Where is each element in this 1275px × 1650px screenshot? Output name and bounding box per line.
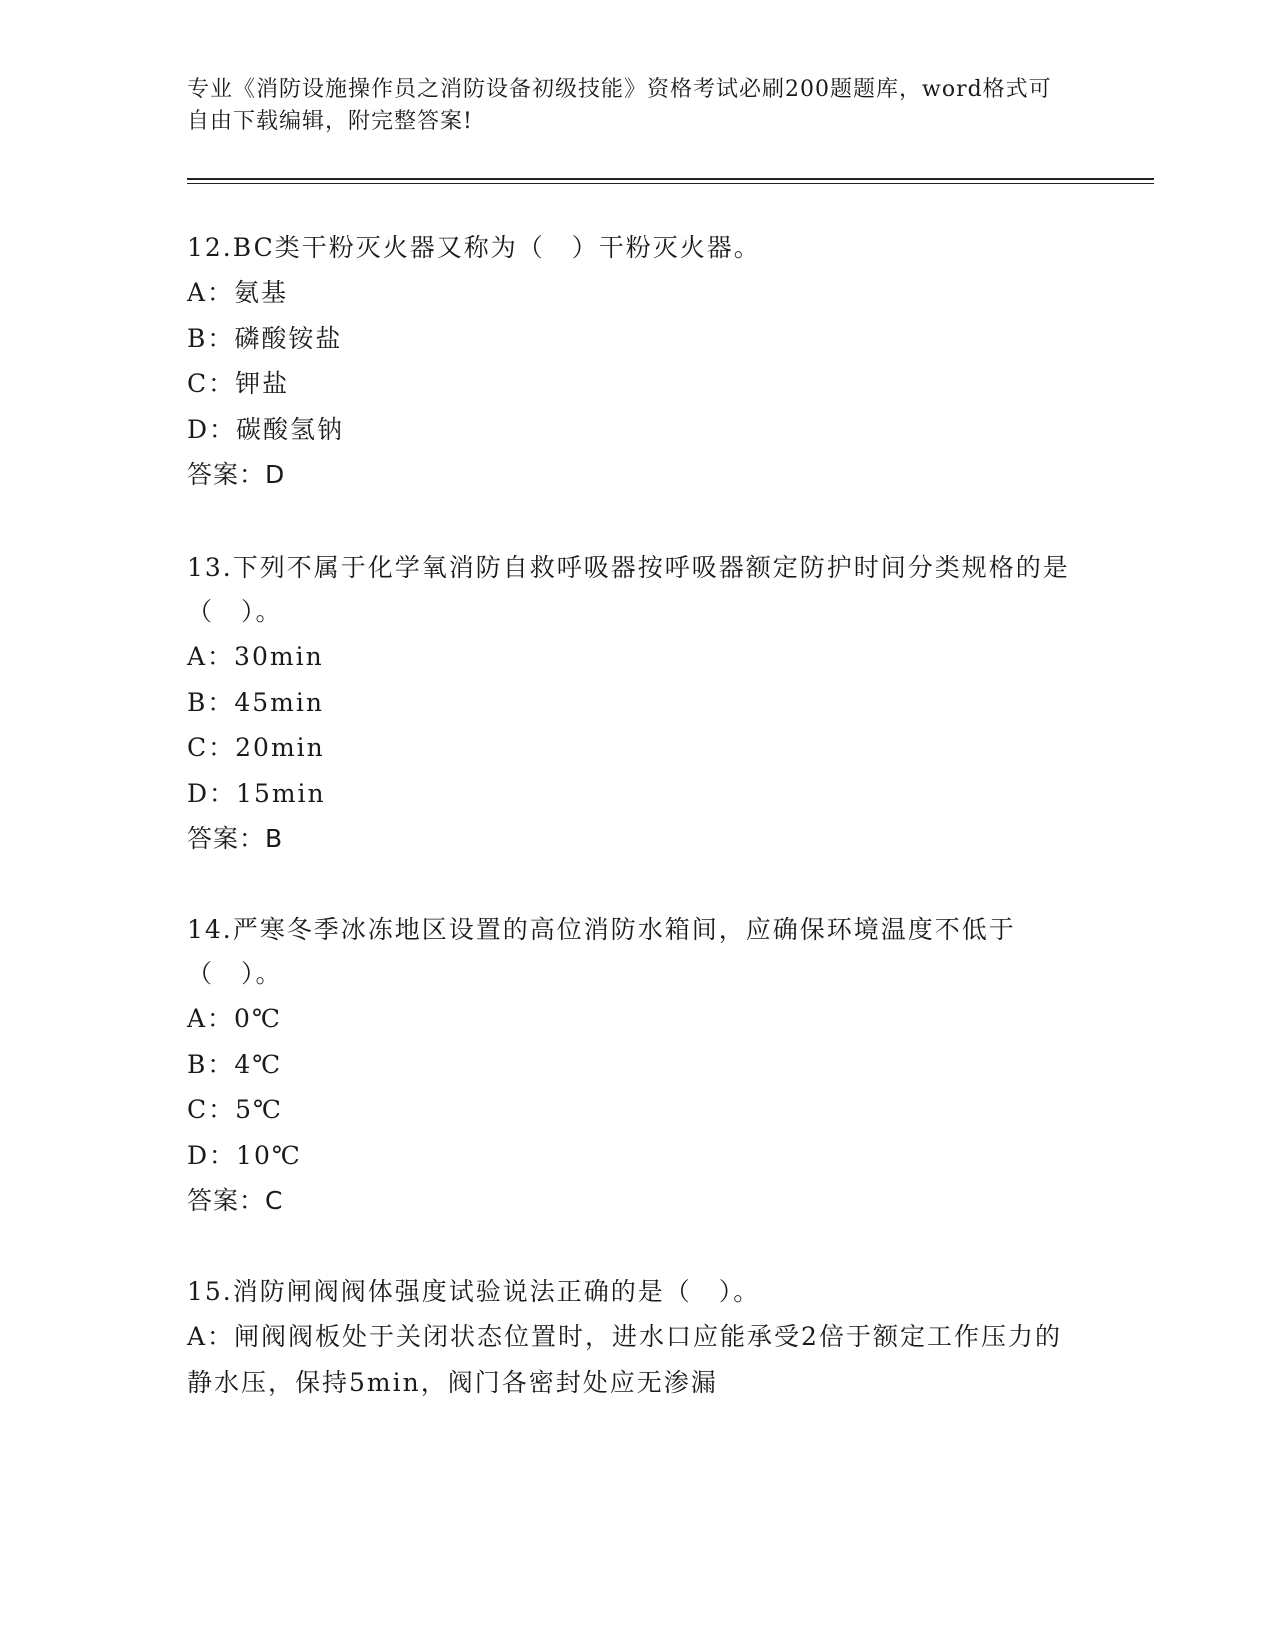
question-stem: 14.严寒冬季冰冻地区设置的高位消防水箱间，应确保环境温度不低于（ ）。 bbox=[187, 915, 1016, 988]
header-divider-thick bbox=[187, 178, 1154, 180]
question-stem: 12.BC类干粉灭火器又称为（ ）干粉灭火器。 bbox=[187, 233, 761, 262]
question-14 bbox=[187, 908, 1087, 1223]
option-a: A：0℃ bbox=[187, 1004, 282, 1033]
header-divider-thin bbox=[187, 183, 1154, 184]
option-a: A：氨基 bbox=[187, 278, 289, 307]
option-b: B：4℃ bbox=[187, 1049, 283, 1079]
question-stem: 15.消防闸阀阀体强度试验说法正确的是（ ）。 bbox=[187, 1277, 761, 1306]
option-d: D：15min bbox=[187, 778, 326, 808]
option-b: B：磷酸铵盐 bbox=[187, 323, 343, 353]
answer: 答案：C bbox=[187, 1186, 284, 1215]
answer: 答案：B bbox=[187, 824, 284, 853]
question-13 bbox=[187, 546, 1087, 861]
option-a: A：30min bbox=[187, 642, 324, 671]
option-c: C：5℃ bbox=[187, 1095, 284, 1124]
option-d: D：碳酸氢钠 bbox=[187, 414, 345, 444]
question-12 bbox=[187, 226, 1087, 497]
question-15 bbox=[187, 1270, 1087, 1406]
option-d: D：10℃ bbox=[187, 1140, 302, 1170]
question-stem: 13.下列不属于化学氧消防自救呼吸器按呼吸器额定防护时间分类规格的是（ ）。 bbox=[187, 553, 1070, 626]
document-header: 专业《消防设施操作员之消防设备初级技能》资格考试必刷200题题库，word格式可自由下载编辑，附完整答案! bbox=[187, 77, 1052, 134]
option-c: C：20min bbox=[187, 733, 325, 762]
option-c: C：钾盐 bbox=[187, 369, 290, 398]
answer: 答案：D bbox=[187, 460, 286, 489]
option-b: B：45min bbox=[187, 687, 324, 717]
option-a: A：闸阀阀板处于关闭状态位置时，进水口应能承受2倍于额定工作压力的静水压，保持5min，阀门各密封处应无渗漏 bbox=[187, 1322, 1062, 1397]
